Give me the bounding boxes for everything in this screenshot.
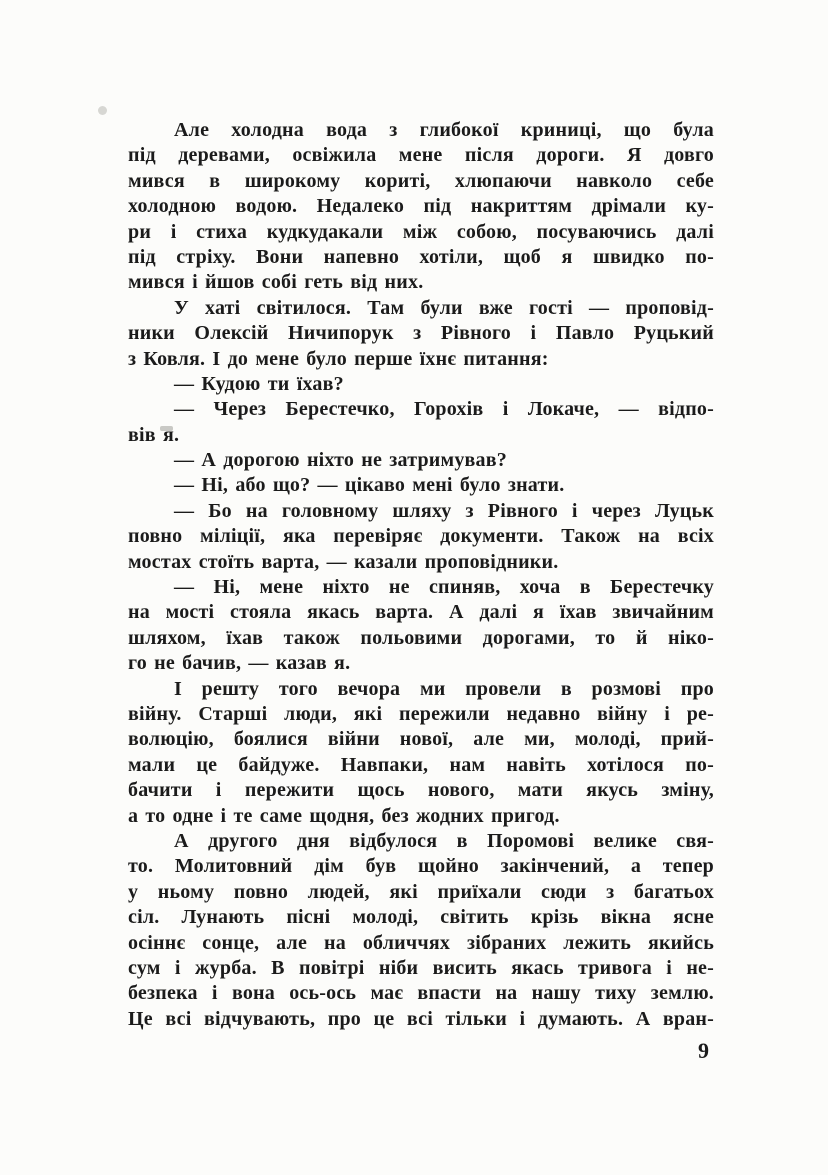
text-line: безпека і вона ось-ось має впасти на нашу тиху землю. bbox=[128, 982, 714, 1005]
text-line: Це всі відчувають, про це всі тільки і думають. А вран- bbox=[128, 1007, 714, 1030]
text-line: Але холодна вода з глибокої криниці, що була bbox=[174, 119, 714, 141]
text-line: з Ковля. І до мене було перше їхнє питання: bbox=[128, 347, 549, 370]
text-line: — Ні, мене ніхто не спиняв, хоча в Берестечку bbox=[174, 576, 714, 599]
text-line: — Бо на головному шляху з Рівного і через Луцьк bbox=[174, 499, 714, 522]
text-line: У хаті світилося. Там були вже гості — проповід- bbox=[174, 296, 714, 319]
text-line: повно міліції, яка перевіряє документи. Також на всіх bbox=[128, 525, 714, 548]
text-line: сум і журба. В повітрі ніби висить якась тривога і не- bbox=[128, 956, 714, 979]
text-block bbox=[128, 118, 714, 1032]
text-line: ники Олексій Ничипорук з Рівного і Павло Руцький bbox=[128, 322, 714, 345]
text-line: мостах стоїть варта, — казали проповідники. bbox=[128, 550, 559, 573]
text-line: війну. Старші люди, які пережили недавно війну і ре- bbox=[128, 702, 714, 725]
text-line: на мості стояла якась варта. А далі я їхав звичайним bbox=[128, 601, 714, 624]
text-line: І решту того вечора ми провели в розмові про bbox=[174, 677, 714, 700]
text-line: а то одне і те саме щодня, без жодних пригод. bbox=[128, 804, 560, 827]
text-line: сіл. Лунають пісні молоді, світить крізь вікна ясне bbox=[128, 906, 714, 929]
text-line: у ньому повно людей, які приїхали сюди з багатьох bbox=[128, 880, 714, 903]
text-line: шляхом, їхав також польовими дорогами, то й ніко- bbox=[128, 626, 714, 649]
text-line: під стріху. Вони напевно хотіли, щоб я швидко по- bbox=[128, 245, 714, 268]
text-line: — Через Берестечко, Горохів і Локаче, — відпо- bbox=[174, 398, 714, 421]
text-line: то. Молитовний дім був щойно закінчений, а тепер bbox=[128, 855, 714, 878]
text-line: ри і стиха кудкудакали між собою, посуваючись далі bbox=[128, 220, 714, 243]
scan-artifact bbox=[98, 106, 107, 115]
text-line: мився в широкому кориті, хлюпаючи навколо себе bbox=[128, 169, 714, 192]
text-line: мали це байдуже. Навпаки, нам навіть хотілося по- bbox=[128, 753, 714, 776]
text-line: — Кудою ти їхав? bbox=[174, 372, 344, 395]
text-line: А другого дня відбулося в Поромові велике свя- bbox=[174, 829, 714, 852]
text-line: мився і йшов собі геть від них. bbox=[128, 271, 424, 294]
text-line: — Ні, або що? — цікаво мені було знати. bbox=[174, 474, 565, 497]
text-line: го не бачив, — казав я. bbox=[128, 652, 351, 675]
text-line: вів я. bbox=[128, 423, 180, 446]
text-line: під деревами, освіжила мене після дороги. Я довго bbox=[128, 144, 714, 167]
text-line: холодною водою. Недалеко під накриттям дрімали ку- bbox=[128, 195, 714, 218]
text-line: осіннє сонце, але на обличчях зібраних лежить якийсь bbox=[128, 931, 714, 954]
text-line: волюцію, боялися війни нової, але ми, молоді, прий- bbox=[128, 728, 714, 751]
text-line: — А дорогою ніхто не затримував? bbox=[174, 449, 507, 472]
page-number: 9 bbox=[698, 1038, 709, 1063]
text-line: бачити і пережити щось нового, мати якусь зміну, bbox=[128, 779, 714, 802]
